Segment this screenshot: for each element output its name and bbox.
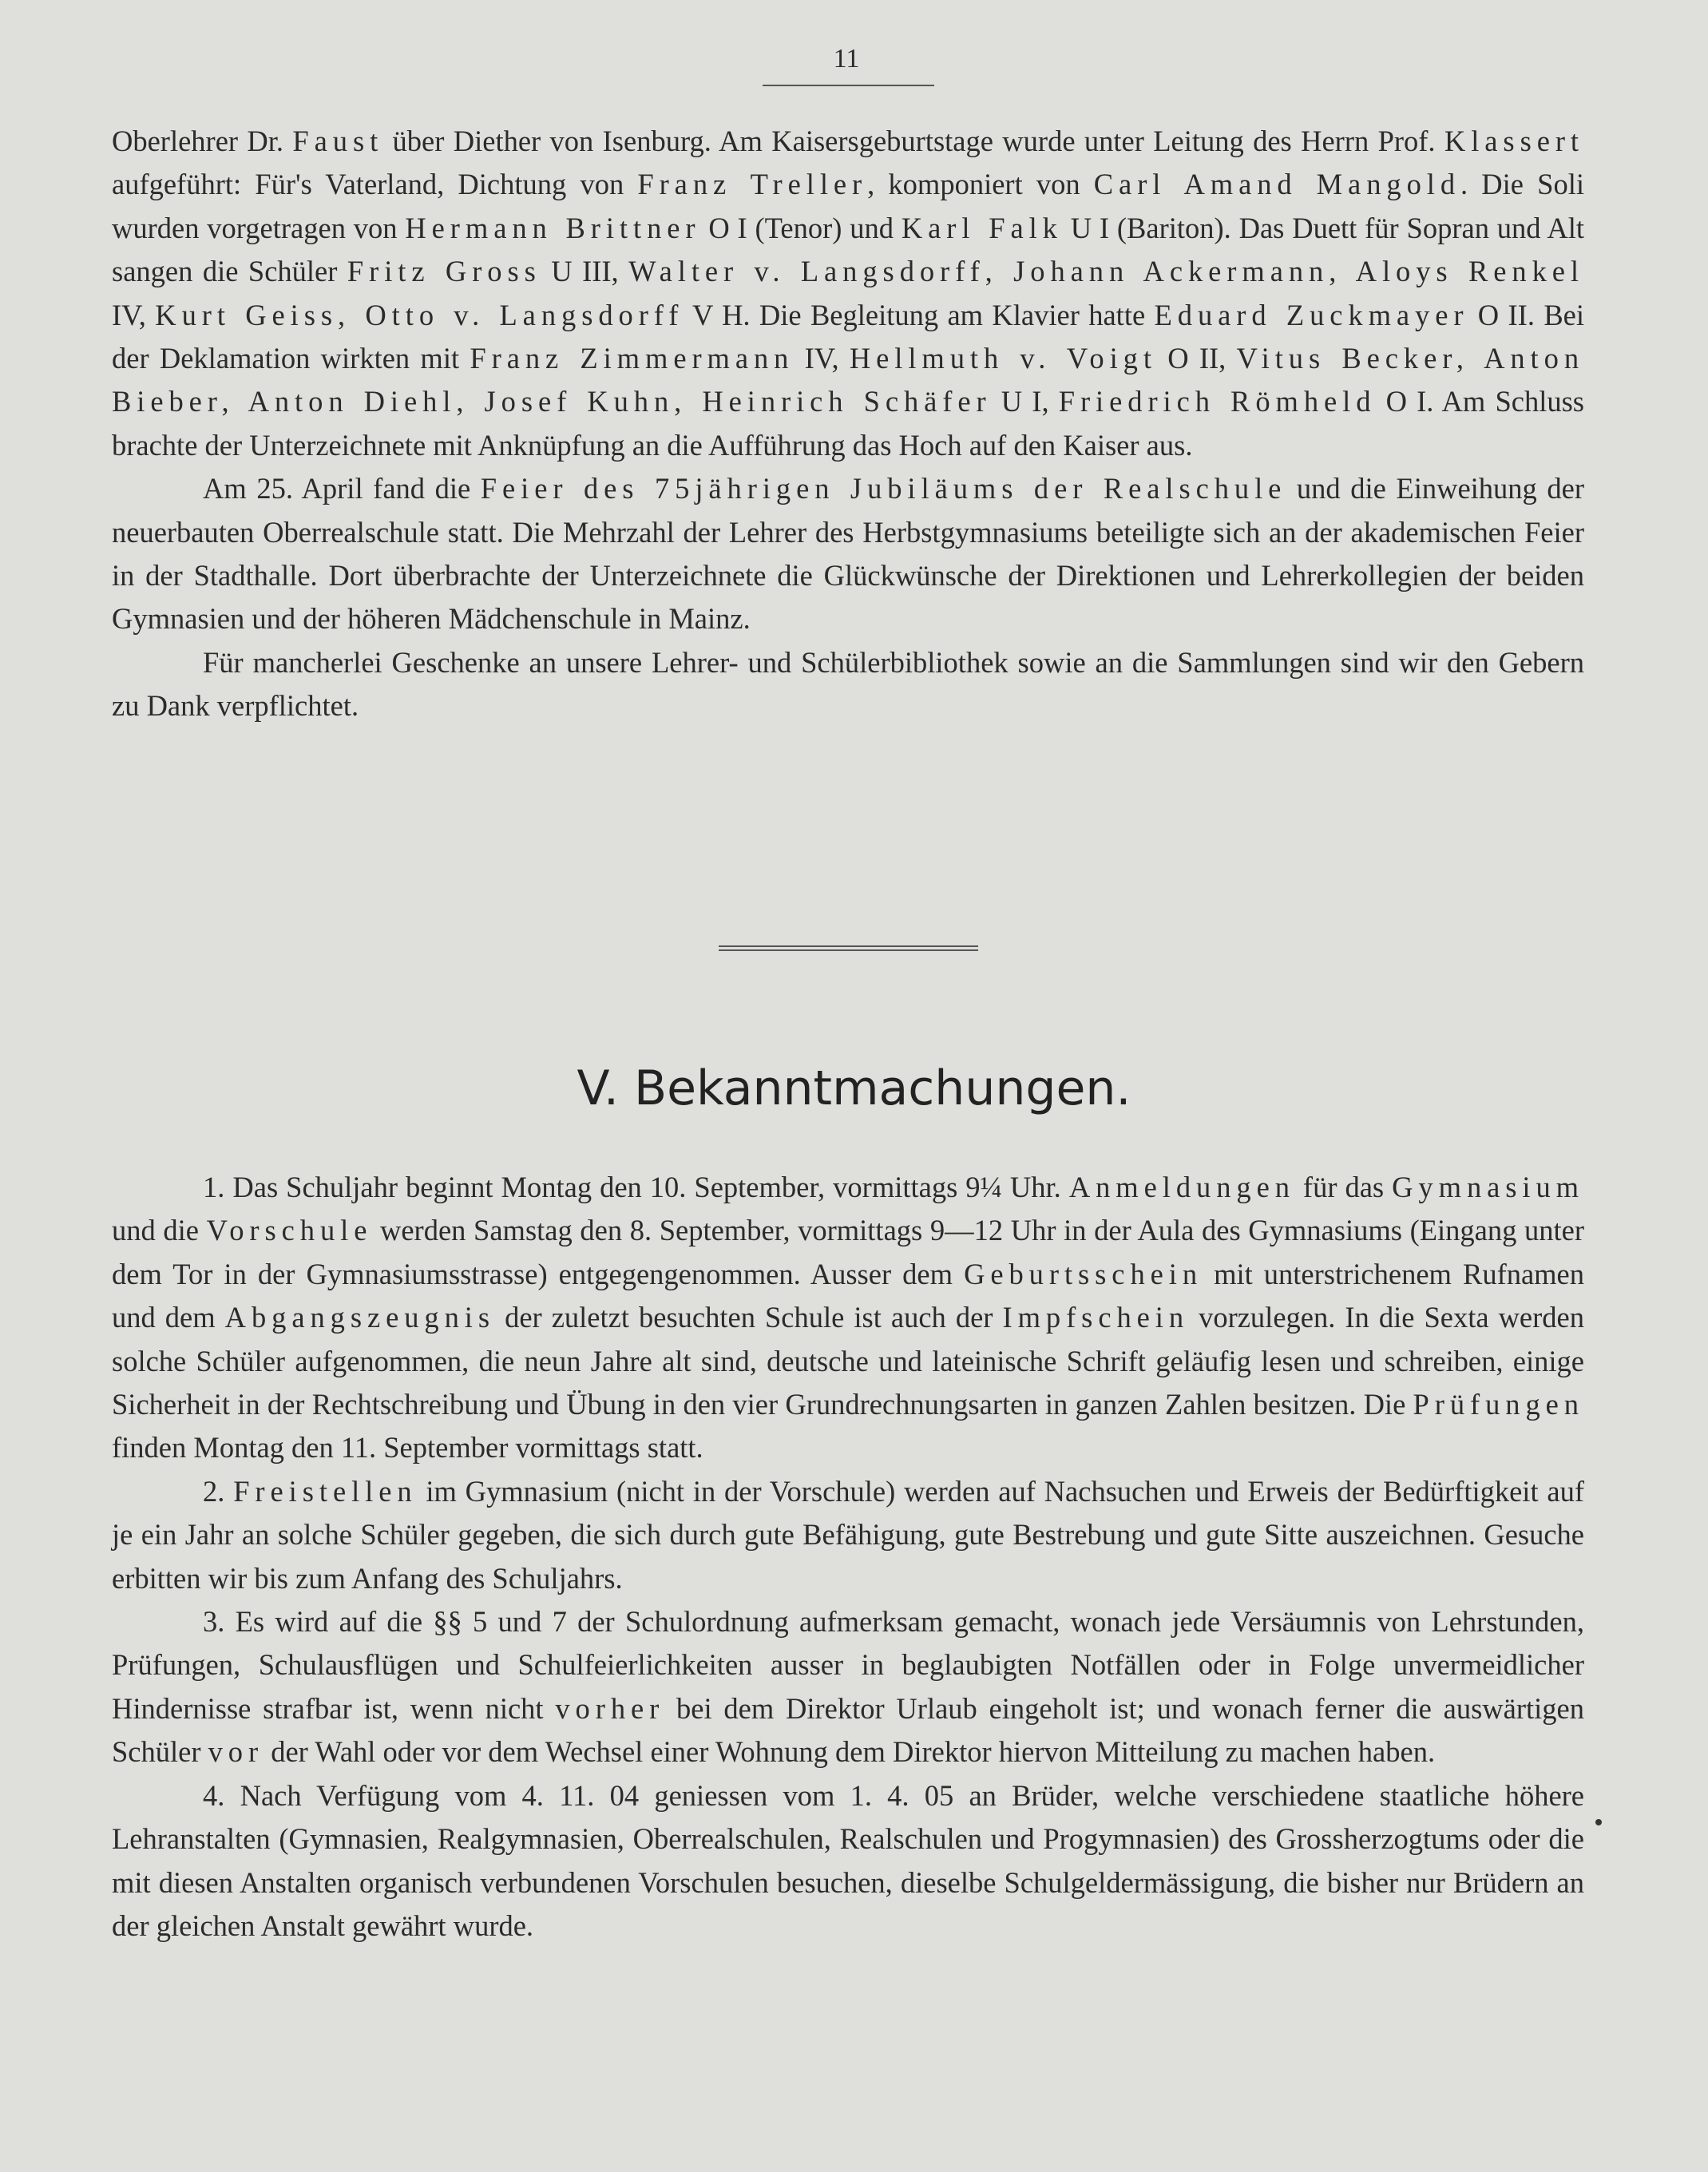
- spaced-emphasis: Fritz Gross: [347, 255, 541, 288]
- spaced-emphasis: Eduard Zuckmayer: [1154, 298, 1469, 331]
- text-run: 4. Nach Verfügung vom 4. 11. 04 geniessen vom 1. 4. 05 an Brüder, welche verschiedene staatliche höhere Lehranstalten (Gymnasien, Realgymnasien, Oberrealschulen, Realschulen und Progymnasien) des Grossherzogtums oder die mit diesen Anstalten organisch verbundenen Vorschulen besuchen, dieselbe Schulgeldermässigung, die bisher nur Brüdern an der gleichen Anstalt gewährt wurde.: [112, 1778, 1584, 1942]
- header-rule: [763, 85, 934, 86]
- spaced-emphasis: Abgangszeugnis: [224, 1301, 496, 1334]
- spaced-emphasis: Anmeldungen: [1068, 1171, 1295, 1203]
- text-run: U III,: [541, 255, 629, 288]
- notice-2: [112, 1470, 1584, 1600]
- text-run: 1. Das Schuljahr beginnt Montag den 10. September, vormittags 9¼ Uhr.: [203, 1171, 1069, 1203]
- spaced-emphasis: Carl Amand Mangold: [1093, 168, 1461, 201]
- spaced-emphasis: Prüfungen: [1413, 1388, 1584, 1421]
- spaced-emphasis: Hellmuth v. Voigt: [849, 342, 1157, 375]
- notices-section: [112, 1166, 1584, 1948]
- spaced-emphasis: Hermann Brittner: [405, 211, 701, 244]
- spaced-emphasis: Impfschein: [1002, 1301, 1190, 1334]
- spaced-emphasis: Vitus Becker, Anton Bieber, Anton Diehl, Josef Kuhn, Heinrich Schäfer: [112, 342, 1584, 418]
- spaced-emphasis: Friedrich Römheld: [1058, 385, 1377, 418]
- spaced-emphasis: Karl Falk: [901, 211, 1063, 244]
- text-run: der zuletzt besuchten Schule ist auch der: [495, 1301, 1003, 1334]
- spaced-emphasis: Gymnasium: [1392, 1171, 1584, 1203]
- margin-dot: [1595, 1819, 1602, 1825]
- text-run: bei dem Direktor Urlaub eingeholt ist; und wonach ferner die auswärtigen Schüler: [112, 1691, 1584, 1769]
- text-run: O II. Bei der Deklamation wirkten mit: [112, 298, 1585, 375]
- text-run: im Gymnasium (nicht in der Vorschule) werden auf Nachsuchen und Erweis der Bedürftigkeit auf je ein Jahr an solche Schüler gegeben, die sich durch gute Befähigung, gute Bestrebung und gute Sitte auszeichnen. Gesuche erbitten wir bis zum Anfang des Schuljahrs.: [112, 1474, 1584, 1595]
- text-run: werden Samstag den 8. September, vormittags 9—12 Uhr in der Aula des Gymnasiums (Eingang unter dem Tor in der Gymnasiumsstrasse) entgegengenommen. Ausser dem: [112, 1214, 1584, 1290]
- text-run: 3. Es wird auf die §§ 5 und 7 der Schulordnung aufmerksam gemacht, wonach jede Versäumnis von Lehrstunden, Prüfungen, Schulausflügen und Schulfeierlichkeiten ausser in beglaubigten Notfällen oder in Folge unvermeidlicher Hindernisse strafbar ist, wenn nicht: [112, 1605, 1584, 1725]
- text-run: 2.: [203, 1474, 234, 1508]
- chronicle-paragraph-3: [112, 641, 1584, 728]
- chronicle-paragraph-1: [112, 120, 1584, 467]
- text-run: U I,: [991, 385, 1059, 418]
- text-run: und die Einweihung der neuerbauten Oberrealschule statt. Die Mehrzahl der Lehrer des Herbstgymnasiums beteiligte sich an der akademischen Feier in der Stadthalle. Dort überbrachte der Unterzeichnete die Glückwünsche der Direktionen und Lehrerkollegien der beiden Gymnasien und der höheren Mädchenschule in Mainz.: [112, 472, 1584, 636]
- text-run: über Diether von Isenburg. Am Kaisersgeburtstage wurde unter Leitung des Herrn Prof.: [383, 125, 1444, 157]
- spaced-emphasis: Walter v. Langsdorff, Johann Ackermann, Aloys Renkel: [628, 255, 1584, 288]
- text-run: U I (Bariton). Das Duett für Sopran und Alt sangen die Schüler: [112, 211, 1584, 288]
- text-run: aufgeführt: Für's Vaterland, Dichtung von: [112, 168, 638, 201]
- text-run: O I. Am Schluss brachte der Unterzeichnete mit Anknüpfung an die Aufführung das Hoch auf den Kaiser aus.: [112, 385, 1584, 462]
- text-run: V H. Die Begleitung am Klavier hatte: [684, 298, 1155, 331]
- section-heading: V. Bekanntmachungen.: [577, 1060, 1131, 1116]
- notice-1: [112, 1166, 1584, 1470]
- text-run: O I (Tenor) und: [700, 211, 902, 244]
- notice-4: [112, 1774, 1584, 1948]
- section-divider: [719, 945, 978, 951]
- text-run: finden Montag den 11. September vormittags statt.: [112, 1431, 703, 1465]
- text-run: der Wahl oder vor dem Wechsel einer Wohnung dem Direktor hiervon Mitteilung zu machen haben.: [264, 1735, 1436, 1769]
- page-number: 11: [833, 44, 860, 73]
- spaced-emphasis: Feier des 75jährigen Jubiläums der Realschule: [480, 472, 1287, 505]
- spaced-emphasis: Klassert: [1444, 125, 1585, 157]
- text-run: für das: [1294, 1171, 1393, 1203]
- text-run: Für mancherlei Geschenke an unsere Lehrer- und Schülerbibliothek sowie an die Sammlungen sind wir den Gebern zu Dank verpflichtet.: [112, 645, 1584, 723]
- chronicle-section: [112, 120, 1584, 728]
- text-run: IV,: [112, 298, 156, 331]
- spaced-emphasis: Vorschule: [206, 1214, 373, 1247]
- spaced-emphasis: Faust: [292, 125, 384, 157]
- text-run: Oberlehrer Dr.: [112, 125, 293, 157]
- spaced-emphasis: Franz Zimmermann: [470, 342, 795, 375]
- spaced-emphasis: vorher: [555, 1691, 665, 1725]
- text-run: und die: [112, 1214, 207, 1247]
- text-run: . Die Soli wurden vorgetragen von: [112, 168, 1584, 244]
- spaced-emphasis: Freistellen: [233, 1474, 418, 1508]
- text-run: IV,: [794, 342, 850, 375]
- text-run: vorzulegen. In die Sexta werden solche Schüler aufgenommen, die neun Jahre alt sind, deutsche und lateinische Schrift geläufig lesen und schreiben, einige Sicherheit in der Rechtschreibung und Übung in den vier Grundrechnungsarten in ganzen Zahlen besitzen. Die: [112, 1301, 1584, 1421]
- spaced-emphasis: Geburtsschein: [964, 1257, 1203, 1290]
- text-run: Am 25. April fand die: [203, 472, 481, 505]
- chronicle-paragraph-2: [112, 467, 1584, 641]
- text-run: mit unterstrichenem Rufnamen und dem: [112, 1257, 1585, 1334]
- notice-3: [112, 1600, 1584, 1774]
- text-run: , komponiert von: [867, 168, 1094, 201]
- spaced-emphasis: vor: [208, 1735, 264, 1769]
- text-run: O II,: [1156, 342, 1237, 375]
- spaced-emphasis: Kurt Geiss, Otto v. Langsdorff: [155, 298, 684, 331]
- spaced-emphasis: Franz Treller: [637, 168, 868, 201]
